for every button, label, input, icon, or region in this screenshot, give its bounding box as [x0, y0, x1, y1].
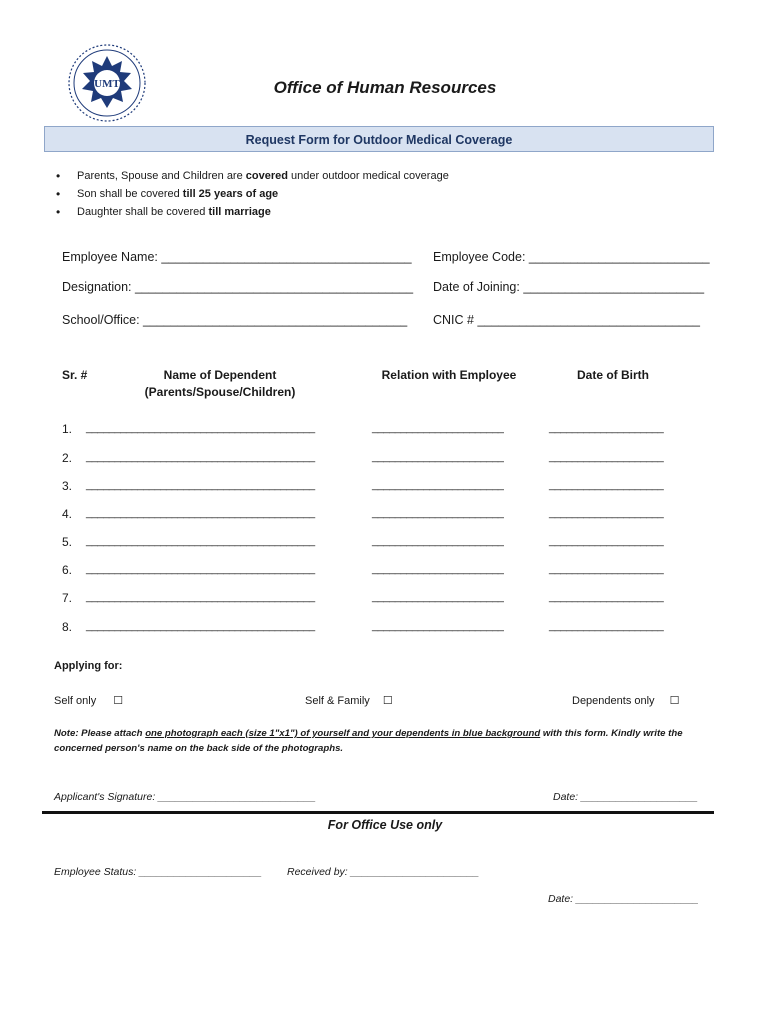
dependent-name-field[interactable]: ________________________________________ — [86, 563, 315, 575]
employee-name-field[interactable]: Employee Name: ____________________________________ — [62, 250, 412, 264]
option-self-family[interactable]: Self & Family ☐ — [305, 695, 393, 707]
date-of-birth-field[interactable]: ____________________ — [549, 479, 664, 491]
row-number: 1. — [62, 422, 73, 436]
dependent-name-field[interactable]: ________________________________________ — [86, 535, 315, 547]
bullet-icon: • — [56, 205, 61, 219]
relation-field[interactable]: _______________________ — [372, 451, 504, 463]
applicant-signature-field[interactable]: Applicant's Signature: ___________________________ — [54, 791, 316, 803]
relation-field[interactable]: _______________________ — [372, 422, 504, 434]
option-self-only[interactable]: Self only ☐ — [54, 695, 124, 707]
date-of-birth-field[interactable]: ____________________ — [549, 451, 664, 463]
dependent-name-field[interactable]: ________________________________________ — [86, 479, 315, 491]
header-sr: Sr. # — [62, 368, 88, 382]
logo-text: UMT — [94, 78, 120, 90]
row-number: 8. — [62, 620, 73, 634]
date-of-birth-field[interactable]: ____________________ — [549, 563, 664, 575]
row-number: 3. — [62, 479, 73, 493]
checkbox-icon[interactable]: ☐ — [669, 695, 680, 707]
date-of-birth-field[interactable]: ____________________ — [549, 507, 664, 519]
relation-field[interactable]: _______________________ — [372, 479, 504, 491]
relation-field[interactable]: _______________________ — [372, 591, 504, 603]
dependent-name-field[interactable]: ________________________________________ — [86, 620, 315, 632]
option-dependents-only[interactable]: Dependents only ☐ — [572, 695, 680, 707]
employee-code-field[interactable]: Employee Code: __________________________ — [433, 250, 710, 264]
relation-field[interactable]: _______________________ — [372, 507, 504, 519]
applying-for-label: Applying for: — [54, 660, 123, 672]
checkbox-icon[interactable]: ☐ — [113, 695, 124, 707]
row-number: 2. — [62, 451, 73, 465]
bullet-icon: • — [56, 187, 61, 201]
dependent-name-field[interactable]: ________________________________________ — [86, 507, 315, 519]
checkbox-icon[interactable]: ☐ — [382, 695, 393, 707]
date-of-joining-field[interactable]: Date of Joining: __________________________ — [433, 280, 705, 294]
dependent-name-field[interactable]: ________________________________________ — [86, 451, 315, 463]
page-title: Office of Human Resources — [273, 78, 497, 97]
office-use-title: For Office Use only — [327, 818, 443, 832]
school-office-field[interactable]: School/Office: ______________________________________ — [62, 313, 408, 327]
row-number: 5. — [62, 535, 73, 549]
date-of-birth-field[interactable]: ____________________ — [549, 422, 664, 434]
bullet-icon: • — [56, 169, 61, 183]
header-relation: Relation with Employee — [381, 368, 517, 382]
received-by-field[interactable]: Received by: ______________________ — [287, 866, 480, 878]
date-of-birth-field[interactable]: ____________________ — [549, 535, 664, 547]
header-date-of-birth: Date of Birth — [577, 368, 649, 382]
row-number: 7. — [62, 591, 73, 605]
dependent-name-field[interactable]: ________________________________________ — [86, 422, 315, 434]
date-of-birth-field[interactable]: ____________________ — [549, 620, 664, 632]
employee-status-field[interactable]: Employee Status: _____________________ — [54, 866, 262, 878]
row-number: 6. — [62, 563, 73, 577]
relation-field[interactable]: _______________________ — [372, 563, 504, 575]
photo-note: Note: Please attach one photograph each (size 1"x1") of yourself and your dependents in blue background with this form. Kindly write the concerned person's name on the back side of the photographs. — [54, 728, 683, 754]
relation-field[interactable]: _______________________ — [372, 620, 504, 632]
signature-date-field[interactable]: Date: ____________________ — [553, 791, 698, 803]
dependent-name-field[interactable]: ________________________________________ — [86, 591, 315, 603]
date-of-birth-field[interactable]: ____________________ — [549, 591, 664, 603]
header-name-of-dependent: Name of Dependent (Parents/Spouse/Children) — [144, 368, 296, 399]
row-number: 4. — [62, 507, 73, 521]
relation-field[interactable]: _______________________ — [372, 535, 504, 547]
cnic-field[interactable]: CNIC # ________________________________ — [433, 313, 700, 327]
section-divider — [42, 811, 714, 814]
form-banner: Request Form for Outdoor Medical Coverage — [44, 126, 714, 152]
designation-field[interactable]: Designation: ________________________________________ — [62, 280, 414, 294]
office-date-field[interactable]: Date: _____________________ — [548, 893, 699, 905]
